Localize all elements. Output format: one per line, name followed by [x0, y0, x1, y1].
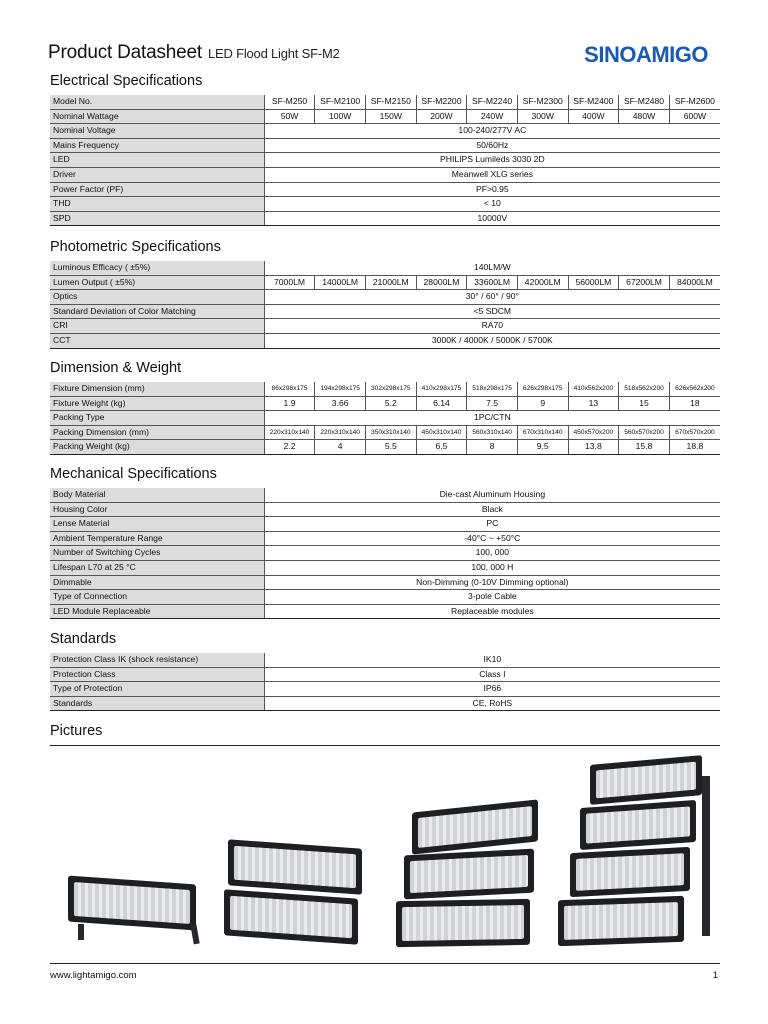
spec-value: 194x298x175	[315, 382, 366, 396]
spec-value: 100W	[315, 109, 366, 124]
spec-value: 480W	[619, 109, 670, 124]
spec-value: 450x570x200	[568, 425, 619, 440]
spec-value: 670x310x140	[517, 425, 568, 440]
spec-row	[50, 696, 720, 711]
spec-value: SF-M250	[264, 95, 315, 109]
spec-label: CRI	[50, 319, 264, 334]
spec-label: Ambient Temperature Range	[50, 531, 264, 546]
spec-value: 1.9	[264, 396, 315, 411]
spec-value: 50W	[264, 109, 315, 124]
standards-table	[50, 653, 720, 711]
led-module-panel	[558, 896, 684, 946]
spec-value: 3000K / 4000K / 5000K / 5700K	[264, 333, 720, 348]
footer-website: www.lightamigo.com	[50, 970, 137, 981]
spec-value: 3.66	[315, 396, 366, 411]
spec-row	[50, 575, 720, 590]
spec-row	[50, 261, 720, 275]
spec-value: 300W	[517, 109, 568, 124]
spec-value: 200W	[416, 109, 467, 124]
spec-value: 42000LM	[517, 275, 568, 290]
spec-value: 100, 000	[264, 546, 720, 561]
spec-value: 33600LM	[467, 275, 518, 290]
spec-label: THD	[50, 197, 264, 212]
spec-value: 626x298x175	[517, 382, 568, 396]
spec-value: < 10	[264, 197, 720, 212]
spec-value: -40°C ~ +50°C	[264, 531, 720, 546]
spec-row	[50, 682, 720, 697]
spec-value: 410x298x175	[416, 382, 467, 396]
spec-label: Standard Deviation of Color Matching	[50, 304, 264, 319]
spec-label: Packing Type	[50, 411, 264, 426]
spec-value: 518x562x200	[619, 382, 670, 396]
mount-bracket	[190, 924, 199, 945]
spec-label: Housing Color	[50, 502, 264, 517]
spec-label: Luminous Efficacy ( ±5%)	[50, 261, 264, 275]
brand-logo: SINOAMIGO	[584, 42, 708, 67]
dimension-table	[50, 382, 720, 455]
spec-value: PHILIPS Lumileds 3030 2D	[264, 153, 720, 168]
spec-row	[50, 333, 720, 348]
page-number: 1	[712, 970, 718, 981]
led-module-panel	[404, 849, 534, 900]
mechanical-table	[50, 488, 720, 619]
spec-value: 1PC/CTN	[264, 411, 720, 426]
spec-value: SF-M2100	[315, 95, 366, 109]
spec-value: 560x310x140	[467, 425, 518, 440]
pictures-divider	[50, 745, 720, 746]
spec-value: IK10	[264, 653, 720, 667]
spec-label: Type of Connection	[50, 590, 264, 605]
spec-value: PC	[264, 517, 720, 532]
spec-value: 7.5	[467, 396, 518, 411]
spec-label: CCT	[50, 333, 264, 348]
spec-value: 15.8	[619, 440, 670, 455]
led-module-panel	[570, 847, 690, 897]
footer-divider	[50, 963, 720, 964]
spec-value: 13.8	[568, 440, 619, 455]
mount-bracket	[702, 776, 710, 936]
spec-label: Packing Weight (kg)	[50, 440, 264, 455]
spec-row	[50, 290, 720, 305]
spec-label: Type of Protection	[50, 682, 264, 697]
spec-label: Number of Switching Cycles	[50, 546, 264, 561]
section-title-photometric: Photometric Specifications	[50, 239, 221, 255]
spec-label: Lumen Output ( ±5%)	[50, 275, 264, 290]
spec-label: SPD	[50, 211, 264, 226]
led-module-panel	[590, 755, 702, 805]
spec-row	[50, 425, 720, 440]
spec-row	[50, 319, 720, 334]
spec-label: Fixture Dimension (mm)	[50, 382, 264, 396]
section-title-standards: Standards	[50, 631, 117, 647]
spec-row	[50, 109, 720, 124]
spec-label: Nominal Voltage	[50, 124, 264, 139]
led-module-panel	[224, 889, 358, 944]
spec-value: 6.14	[416, 396, 467, 411]
spec-value: 100-240/277V AC	[264, 124, 720, 139]
spec-value: 450x310x140	[416, 425, 467, 440]
spec-label: Protection Class	[50, 667, 264, 682]
spec-value: 50/60Hz	[264, 138, 720, 153]
spec-value: 100, 000 H	[264, 560, 720, 575]
spec-row	[50, 531, 720, 546]
spec-value: 2.2	[264, 440, 315, 455]
spec-row	[50, 275, 720, 290]
spec-row	[50, 546, 720, 561]
photometric-table	[50, 261, 720, 349]
spec-value: Meanwell XLG series	[264, 167, 720, 182]
spec-value: 350x310x140	[365, 425, 416, 440]
spec-label: Mains Frequency	[50, 138, 264, 153]
spec-row	[50, 411, 720, 426]
spec-value: 18.8	[669, 440, 720, 455]
led-module-panel	[580, 800, 696, 850]
spec-label: Power Factor (PF)	[50, 182, 264, 197]
spec-row	[50, 396, 720, 411]
spec-value: SF-M2400	[568, 95, 619, 109]
led-module-panel	[396, 899, 530, 947]
spec-value: RA70	[264, 319, 720, 334]
spec-value: PF>0.95	[264, 182, 720, 197]
spec-label: Model No.	[50, 95, 264, 109]
spec-row	[50, 560, 720, 575]
spec-label: Driver	[50, 167, 264, 182]
spec-value: IP66	[264, 682, 720, 697]
spec-label: LED	[50, 153, 264, 168]
page-subtitle: LED Flood Light SF-M2	[207, 46, 340, 61]
spec-value: 400W	[568, 109, 619, 124]
spec-value: CE, RoHS	[264, 696, 720, 711]
spec-row	[50, 167, 720, 182]
spec-value: 5.5	[365, 440, 416, 455]
spec-row	[50, 590, 720, 605]
spec-value: SF-M2240	[467, 95, 518, 109]
spec-row	[50, 440, 720, 455]
spec-row	[50, 653, 720, 667]
spec-label: Packing Dimension (mm)	[50, 425, 264, 440]
spec-row	[50, 153, 720, 168]
spec-label: Dimmable	[50, 575, 264, 590]
spec-value: 140LM/W	[264, 261, 720, 275]
spec-value: 21000LM	[365, 275, 416, 290]
spec-row	[50, 182, 720, 197]
spec-label: Fixture Weight (kg)	[50, 396, 264, 411]
spec-row	[50, 211, 720, 226]
spec-value: 560x570x200	[619, 425, 670, 440]
spec-value: 150W	[365, 109, 416, 124]
spec-row	[50, 488, 720, 502]
spec-value: 220x310x140	[315, 425, 366, 440]
section-title-dimension: Dimension & Weight	[50, 360, 182, 376]
spec-value: 30° / 60° / 90°	[264, 290, 720, 305]
spec-value: SF-M2200	[416, 95, 467, 109]
title-text: Product Datasheet	[48, 42, 202, 63]
spec-value: SF-M2300	[517, 95, 568, 109]
spec-value: 626x562x200	[669, 382, 720, 396]
spec-value: 28000LM	[416, 275, 467, 290]
spec-value: SF-M2600	[669, 95, 720, 109]
spec-value: 8	[467, 440, 518, 455]
spec-value: 3-pole Cable	[264, 590, 720, 605]
section-title-pictures: Pictures	[50, 723, 103, 739]
spec-row	[50, 138, 720, 153]
spec-value: 5.2	[365, 396, 416, 411]
spec-value: Replaceable modules	[264, 604, 720, 619]
spec-value: <5 SDCM	[264, 304, 720, 319]
spec-value: 9.5	[517, 440, 568, 455]
page-title	[48, 42, 340, 64]
spec-value: 67200LM	[619, 275, 670, 290]
spec-value: 240W	[467, 109, 518, 124]
spec-row	[50, 517, 720, 532]
spec-value: 15	[619, 396, 670, 411]
spec-value: 56000LM	[568, 275, 619, 290]
spec-row	[50, 95, 720, 109]
mount-bracket	[78, 924, 84, 940]
led-module-panel	[412, 799, 538, 854]
spec-value: Die-cast Aluminum Housing	[264, 488, 720, 502]
spec-row	[50, 124, 720, 139]
spec-row	[50, 667, 720, 682]
spec-label: Optics	[50, 290, 264, 305]
spec-value: 518x298x175	[467, 382, 518, 396]
spec-label: Nominal Wattage	[50, 109, 264, 124]
spec-value: 84000LM	[669, 275, 720, 290]
spec-row	[50, 502, 720, 517]
spec-value: 10000V	[264, 211, 720, 226]
spec-value: 670x570x200	[669, 425, 720, 440]
electrical-table	[50, 95, 720, 226]
spec-value: 9	[517, 396, 568, 411]
spec-value: 220x310x140	[264, 425, 315, 440]
spec-value: Black	[264, 502, 720, 517]
spec-value: 7000LM	[264, 275, 315, 290]
section-title-electrical: Electrical Specifications	[50, 73, 203, 89]
spec-value: Non-Dimming (0-10V Dimming optional)	[264, 575, 720, 590]
spec-label: Body Material	[50, 488, 264, 502]
spec-value: 86x298x175	[264, 382, 315, 396]
spec-value: 6.5	[416, 440, 467, 455]
spec-row	[50, 304, 720, 319]
spec-value: SF-M2480	[619, 95, 670, 109]
header	[48, 42, 720, 70]
spec-value: 410x562x200	[568, 382, 619, 396]
spec-label: Lense Material	[50, 517, 264, 532]
spec-label: LED Module Replaceable	[50, 604, 264, 619]
led-module-panel	[68, 876, 196, 931]
spec-value: 302x298x175	[365, 382, 416, 396]
spec-label: Standards	[50, 696, 264, 711]
spec-value: 4	[315, 440, 366, 455]
spec-row	[50, 382, 720, 396]
spec-label: Protection Class IK (shock resistance)	[50, 653, 264, 667]
spec-value: SF-M2150	[365, 95, 416, 109]
spec-value: 14000LM	[315, 275, 366, 290]
spec-value: Class I	[264, 667, 720, 682]
spec-value: 13	[568, 396, 619, 411]
spec-label: Lifespan L70 at 25 °C	[50, 560, 264, 575]
spec-row	[50, 604, 720, 619]
spec-value: 600W	[669, 109, 720, 124]
led-module-panel	[228, 839, 362, 894]
spec-row	[50, 197, 720, 212]
spec-value: 18	[669, 396, 720, 411]
product-pictures	[50, 752, 720, 952]
section-title-mechanical: Mechanical Specifications	[50, 466, 217, 482]
